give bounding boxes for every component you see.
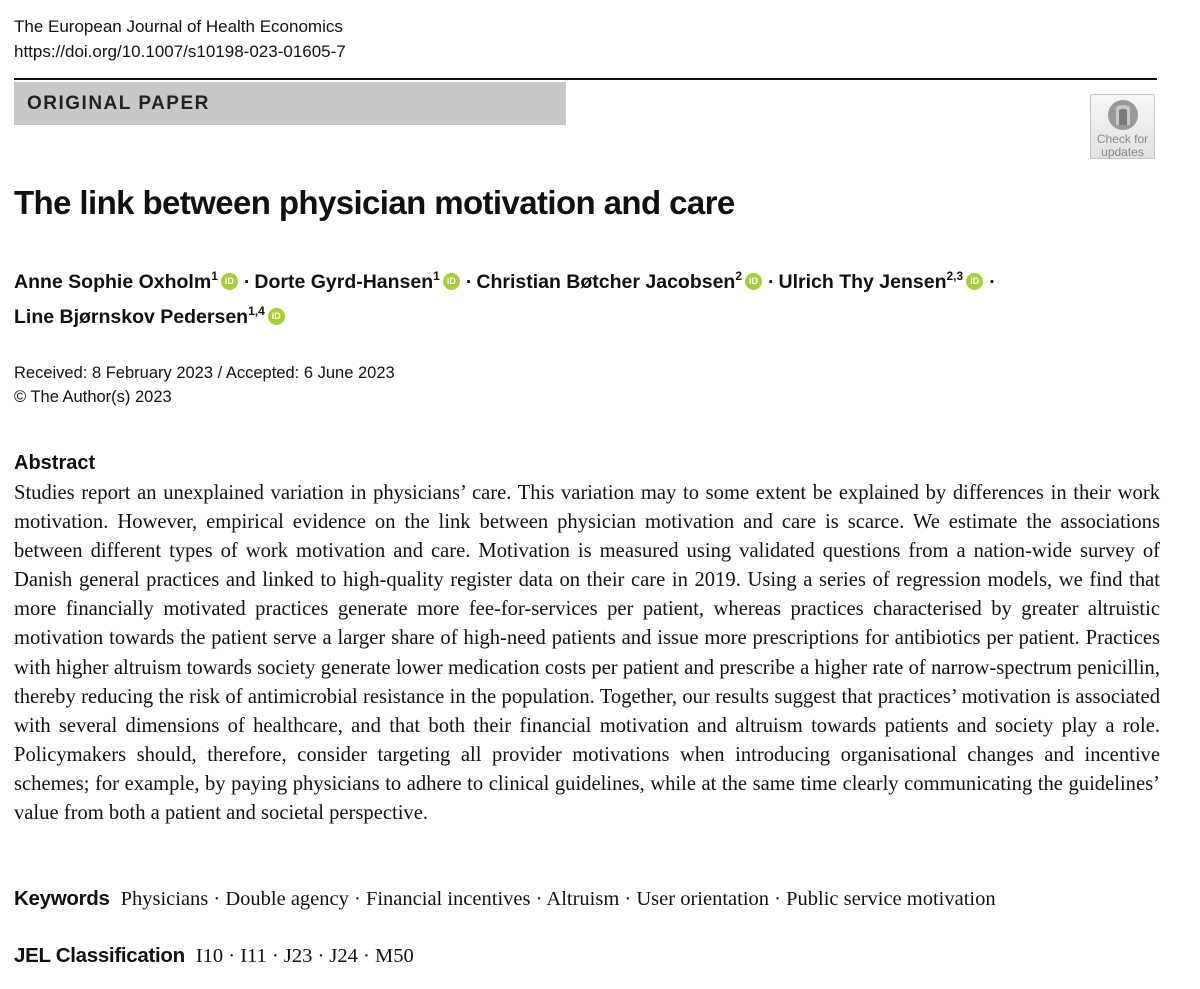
orcid-icon[interactable]: iD — [221, 273, 238, 290]
author-affiliation: 2,3 — [946, 269, 964, 283]
author-name[interactable]: Line Bjørnskov Pedersen — [14, 306, 249, 328]
author-list — [14, 262, 1164, 332]
author-affiliation: 1 — [433, 269, 440, 283]
author-separator: · — [768, 271, 775, 293]
paper-title: The link between physician motivation and care — [14, 184, 735, 221]
author-item — [779, 271, 984, 293]
keywords-line — [14, 884, 996, 914]
jel-classification-line — [14, 941, 414, 971]
author-affiliation: 1 — [211, 269, 218, 283]
check-updates-line1: Check for — [1096, 132, 1149, 146]
author-item — [476, 271, 762, 293]
check-updates-line2: updates — [1101, 145, 1144, 159]
jel-label: JEL Classification — [14, 944, 185, 967]
author-name[interactable]: Anne Sophie Oxholm — [14, 271, 212, 293]
author-item — [14, 306, 285, 328]
journal-name: The European Journal of Health Economics — [14, 17, 343, 36]
author-separator: · — [989, 271, 996, 293]
journal-header — [14, 14, 346, 64]
author-separator: · — [465, 271, 473, 293]
header-rule — [14, 78, 1157, 80]
publication-dates — [14, 361, 395, 409]
abstract-text: Studies report an unexplained variation in physicians’ care. This variation may to some extent be explained by differences in their work motivation. However, empirical evidence on the link between physician motivation and care is scarce. We estimate the associations between different types of work motivation and care. Motivation is measured using validated questions from a nation-wide survey of Danish general practices and linked to high-quality register data on their care in 2019. Using a series of regression models, we find that more financially motivated practices generate more fee-for-services per patient, whereas practices characterised by greater altruistic motivation towards the patient serve a larger share of high-need patients and issue more prescriptions for antibiotics per patient. Practices with higher altruism towards society generate lower medication costs per patient and prescribe a higher rate of narrow-spectrum penicillin, thereby reducing the risk of antimicrobial resistance in the population. Together, our results suggest that practices’ motivation is associated with several dimensions of healthcare, and that both their financial motivation and altruism towards patients and society play a role. Policymakers should, therefore, consider targeting all provider motivations when introducing organisational changes and incentive schemes; for example, by paying physicians to adhere to clinical guidelines, while at the same time clearly communicating the guidelines’ value from both a patient and societal perspective. — [14, 482, 1160, 825]
author-item — [14, 271, 238, 293]
author-separator: · — [243, 271, 251, 293]
abstract-heading: Abstract — [14, 452, 96, 474]
jel-values: I10 · I11 · J23 · J24 · M50 — [195, 945, 414, 967]
author-affiliation: 2 — [735, 269, 743, 283]
keywords-label: Keywords — [14, 887, 110, 910]
author-name[interactable]: Christian Bøtcher Jacobsen — [476, 271, 736, 293]
copyright-notice: © The Author(s) 2023 — [14, 388, 172, 406]
orcid-icon[interactable]: iD — [268, 308, 285, 325]
author-item — [254, 271, 459, 293]
orcid-icon[interactable]: iD — [443, 273, 460, 290]
section-label: ORIGINAL PAPER — [27, 92, 210, 114]
check-for-updates-badge[interactable] — [1090, 94, 1155, 159]
doi-link[interactable]: https://doi.org/10.1007/s10198-023-01605-7 — [14, 42, 346, 61]
orcid-icon[interactable]: iD — [745, 273, 762, 290]
received-accepted-dates: Received: 8 February 2023 / Accepted: 6 June 2023 — [14, 364, 395, 382]
author-affiliation: 1,4 — [248, 304, 265, 318]
section-label-box — [14, 82, 566, 125]
author-name[interactable]: Dorte Gyrd-Hansen — [254, 271, 434, 293]
check-updates-icon — [1106, 98, 1140, 132]
orcid-icon[interactable]: iD — [966, 273, 983, 290]
keywords-values: Physicians · Double agency · Financial incentives · Altruism · User orientation · Public service motivation — [120, 888, 996, 910]
author-name[interactable]: Ulrich Thy Jensen — [778, 271, 947, 293]
